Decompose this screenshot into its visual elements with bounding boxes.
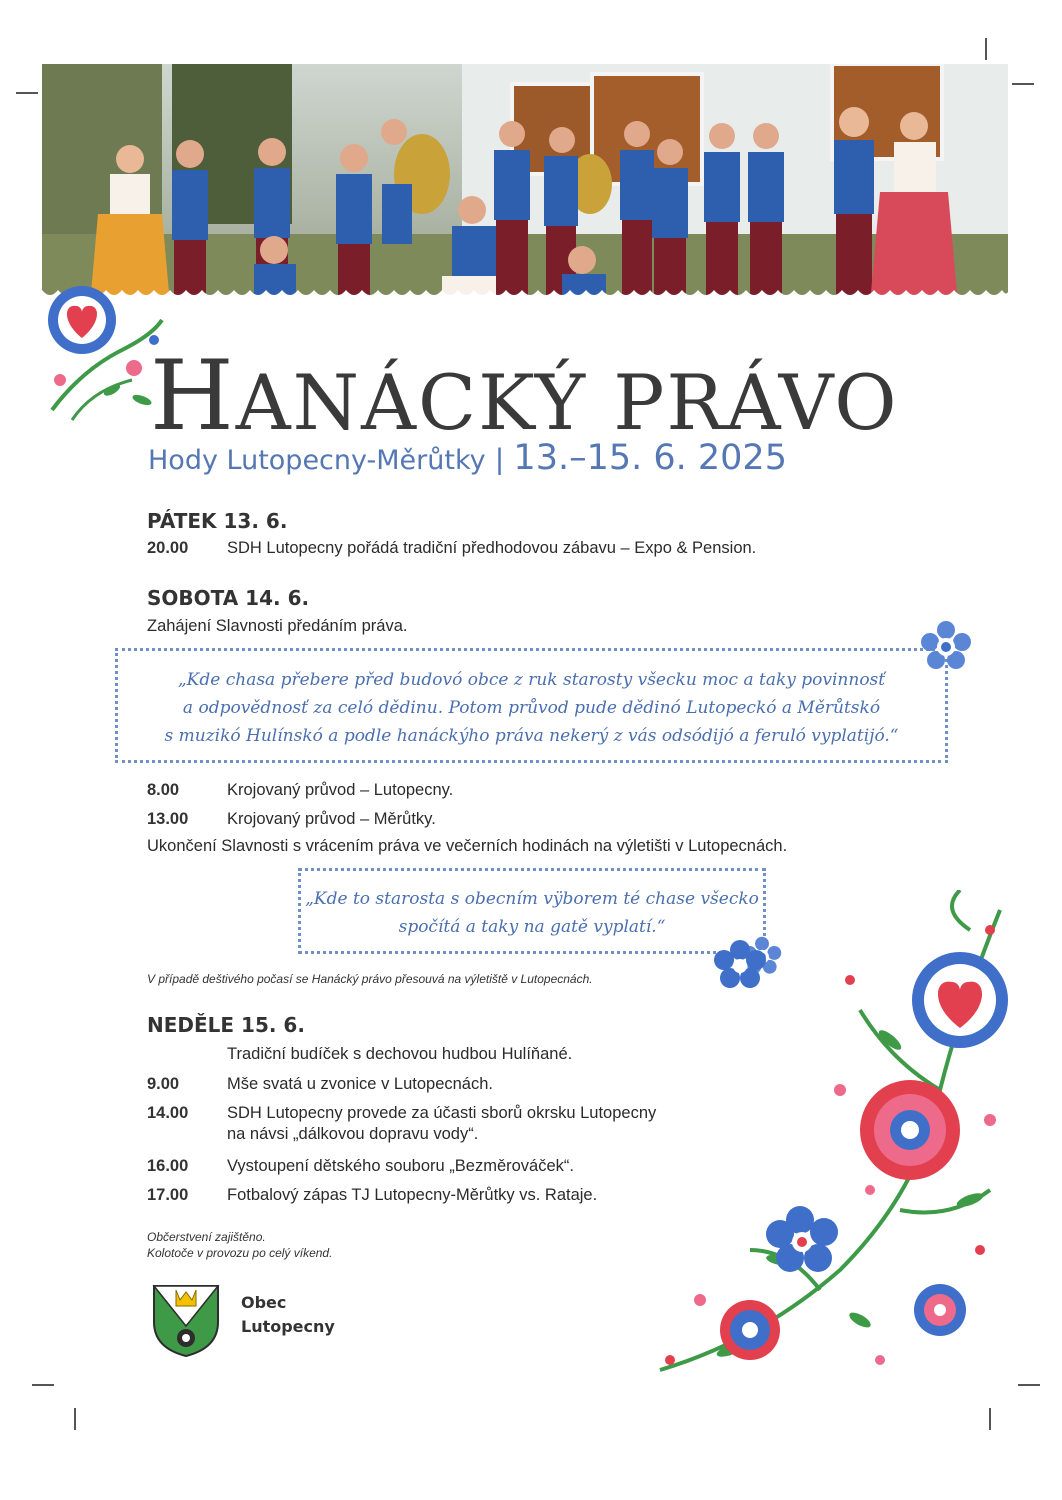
event-text: Mše svatá u zvonice v Lutopecnách. <box>227 1075 493 1093</box>
event-time: 16.00 <box>147 1157 189 1175</box>
event-text: Fotbalový zápas TJ Lutopecny-Měrůtky vs. Rataje. <box>227 1186 598 1204</box>
event-text: Krojovaný průvod – Lutopecny. <box>227 781 454 799</box>
title-rest: ANÁCKÝ PRÁVO <box>235 358 899 447</box>
event-dates: 13.–15. 6. 2025 <box>513 438 787 478</box>
program-row <box>147 1075 493 1094</box>
saturday-closing: Ukončení Slavnosti s vrácením práva ve večerních hodinách na výletišti v Lutopecnách. <box>147 837 788 855</box>
event-text: SDH Lutopecny provede za účasti sborů okrsku Lutopecny <box>227 1104 657 1122</box>
event-time: 20.00 <box>147 539 189 557</box>
footer-note: Kolotoče v provozu po celý víkend. <box>147 1246 333 1260</box>
program-row-continuation: na návsi „dálkovou dopravu vody“. <box>227 1125 479 1143</box>
quote-line: „Kde to starosta s obecním vÿborem té chase všecko <box>305 889 759 909</box>
day-heading-sunday: NEDĚLE 15. 6. <box>147 1013 305 1037</box>
municipality-line: Lutopecny <box>241 1317 335 1336</box>
day-heading-saturday: SOBOTA 14. 6. <box>147 586 310 610</box>
program-row <box>147 1186 597 1205</box>
band-photo <box>42 64 1008 304</box>
quote-line: spočítá a taky na gatě vyplatí.“ <box>398 917 666 937</box>
program-row <box>147 539 756 558</box>
event-text: Tradiční budíček s dechovou hudbou Hulíňané. <box>227 1045 573 1063</box>
crop-mark <box>989 1408 991 1430</box>
event-name: Hody Lutopecny-Měrůtky <box>148 445 486 476</box>
quote-line: „Kde chasa přebere před budovó obce z ruk starosty všecku moc a taky povinnosť <box>177 670 886 690</box>
day-heading-friday: PÁTEK 13. 6. <box>147 509 288 533</box>
footer-note: Občerstvení zajištěno. <box>147 1230 266 1244</box>
subtitle <box>148 438 787 478</box>
program-row <box>147 1157 574 1176</box>
event-time: 13.00 <box>147 810 189 828</box>
program-row <box>147 1104 656 1123</box>
event-time: 8.00 <box>147 781 180 799</box>
event-text: Krojovaný průvod – Měrůtky. <box>227 810 436 828</box>
program-row <box>147 1045 572 1064</box>
crop-mark <box>1012 83 1034 85</box>
municipality-name <box>241 1291 335 1339</box>
program-row <box>147 810 436 829</box>
folk-ornament-bottom-right <box>640 890 1020 1380</box>
event-time: 9.00 <box>147 1075 180 1093</box>
coat-of-arms-icon <box>150 1282 222 1358</box>
event-time: 17.00 <box>147 1186 189 1204</box>
flower-icon <box>920 620 972 672</box>
crop-mark <box>1018 1384 1040 1386</box>
event-time: 14.00 <box>147 1104 189 1122</box>
municipality-line: Obec <box>241 1293 287 1312</box>
event-text: Vystoupení dětského souboru „Bezměrováček“. <box>227 1157 574 1175</box>
rain-note: V případě deštivého počasí se Hanácký právo přesouvá na výletiště v Lutopecnách. <box>147 972 593 986</box>
saturday-intro: Zahájení Slavnosti předáním práva. <box>147 617 408 635</box>
event-title: HANÁCKÝ PRÁVO <box>150 340 899 452</box>
event-text: SDH Lutopecny pořádá tradiční předhodovou zábavu – Expo & Pension. <box>227 539 757 557</box>
subtitle-separator: | <box>495 443 504 476</box>
crop-mark <box>985 38 987 60</box>
quote-line: a odpovědnosť za celó dědinu. Potom průvod pude dědinó Lutopeckó a Měrůtskó <box>182 698 881 718</box>
program-row <box>147 781 453 800</box>
crop-mark <box>16 92 38 94</box>
quote-line: s muzikó Hulínskó a podle hanáckýho práva nekerý z vás odsódijó a feruló vyplatijó.“ <box>164 726 899 746</box>
tradition-quote-box <box>115 648 948 763</box>
crop-mark <box>74 1408 76 1430</box>
crop-mark <box>32 1384 54 1386</box>
